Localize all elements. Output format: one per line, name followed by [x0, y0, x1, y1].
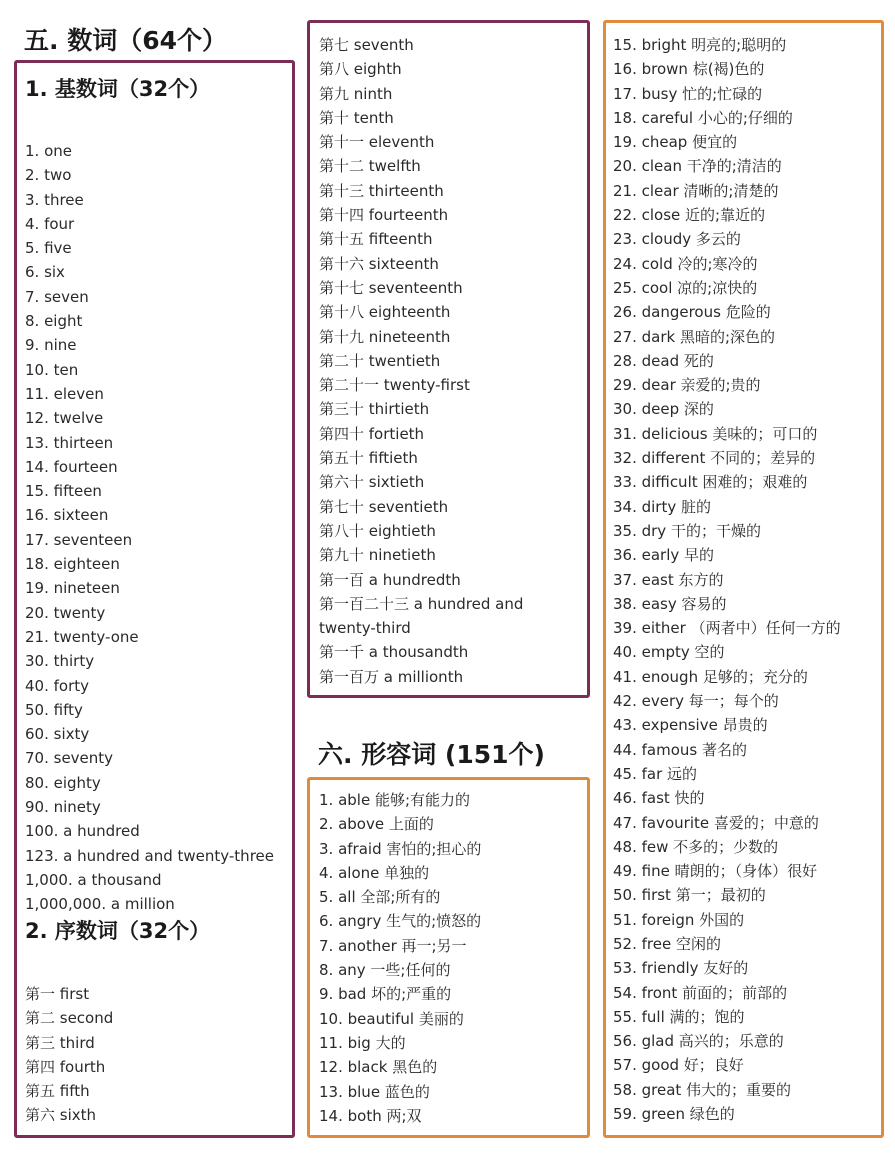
list-item: 17. seventeen: [25, 530, 133, 549]
list-item: 39. either （两者中）任何一方的: [613, 619, 841, 638]
section-title-numerals: 五. 数词（64个）: [24, 26, 227, 55]
list-item: 3. three: [25, 190, 84, 209]
list-item: 第九十 ninetieth: [319, 546, 436, 565]
subsection-title-cardinal: 1. 基数词（32个）: [25, 77, 211, 101]
list-item: 第一百二十三 a hundred and: [319, 594, 524, 613]
list-item: 46. fast 快的: [613, 789, 705, 808]
list-item: 第三十 thirtieth: [319, 400, 430, 419]
list-item: 第十七 seventeenth: [319, 278, 463, 297]
list-item: 37. east 东方的: [613, 570, 724, 589]
list-item: 4. four: [25, 214, 75, 233]
list-item: twenty-third: [319, 619, 411, 638]
list-item: 第十一 eleventh: [319, 133, 435, 152]
list-item: 53. friendly 友好的: [613, 959, 749, 978]
list-item: 第六十 sixtieth: [319, 473, 425, 492]
list-item: 52. free 空闲的: [613, 934, 721, 953]
list-item: 15. bright 明亮的;聪明的: [613, 36, 787, 54]
list-item: 12. twelve: [25, 409, 104, 428]
list-item: 48. few 不多的；少数的: [613, 837, 779, 856]
list-item: 22. close 近的;靠近的: [613, 206, 766, 225]
list-item: 30. deep 深的: [613, 400, 714, 419]
list-item: 80. eighty: [25, 773, 101, 792]
list-item: 第二十 twentieth: [319, 351, 441, 370]
list-item: 29. dear 亲爱的;贵的: [613, 376, 761, 395]
cardinal-list: [25, 139, 274, 917]
list-item: 12. black 黑色的: [319, 1058, 438, 1077]
list-item: 1,000,000. a million: [25, 895, 175, 914]
list-item: 第一百 a hundredth: [319, 570, 461, 589]
list-item: 21. clear 清晰的;清楚的: [613, 181, 779, 200]
list-item: 41. enough 足够的；充分的: [613, 667, 808, 686]
list-item: 2. two: [25, 166, 72, 185]
list-item: 42. every 每一；每个的: [613, 692, 779, 711]
list-item: 3. afraid 害怕的;担心的: [319, 839, 482, 858]
list-item: 123. a hundred and twenty-three: [25, 846, 274, 865]
list-item: 1,000. a thousand: [25, 870, 162, 889]
list-item: 50. fifty: [25, 700, 83, 719]
list-item: 26. dangerous 危险的: [613, 303, 771, 322]
list-item: 38. easy 容易的: [613, 594, 727, 613]
list-item: 9. nine: [25, 336, 77, 355]
list-item: 90. ninety: [25, 798, 101, 817]
list-item: 第十 tenth: [319, 108, 394, 127]
list-item: 32. different 不同的；差异的: [613, 449, 816, 468]
list-item: 第九 ninth: [319, 84, 393, 103]
adjectives-list-first: [319, 788, 481, 1128]
list-item: 第二 second: [25, 1009, 114, 1028]
list-item: 6. angry 生气的;愤怒的: [319, 912, 482, 931]
list-item: 第七十 seventieth: [319, 497, 449, 516]
list-item: 58. great 伟大的；重要的: [613, 1080, 792, 1099]
list-item: 13. thirteen: [25, 433, 114, 452]
list-item: 13. blue 蓝色的: [319, 1082, 430, 1101]
list-item: 57. good 好；良好: [613, 1056, 744, 1075]
list-item: 47. favourite 喜爱的；中意的: [613, 813, 819, 832]
list-item: 7. another 再一;另一: [319, 936, 467, 955]
list-item: 第一百万 a millionth: [319, 667, 464, 686]
list-item: 第十三 thirteenth: [319, 181, 444, 200]
list-item: 35. dry 干的；干燥的: [613, 521, 761, 540]
list-item: 第四 fourth: [25, 1057, 106, 1076]
list-item: 20. clean 干净的;清洁的: [613, 157, 782, 176]
list-item: 9. bad 坏的;严重的: [319, 985, 452, 1004]
list-item: 30. thirty: [25, 652, 95, 671]
list-item: 第十二 twelfth: [319, 157, 421, 176]
list-item: 56. glad 高兴的；乐意的: [613, 1032, 784, 1051]
list-item: 第十九 nineteenth: [319, 327, 451, 346]
list-item: 60. sixty: [25, 725, 90, 744]
list-item: 8. eight: [25, 312, 83, 331]
list-item: 31. delicious 美味的；可口的: [613, 424, 818, 443]
list-item: 19. cheap 便宜的: [613, 133, 738, 152]
list-item: 11. eleven: [25, 384, 104, 403]
list-item: 40. empty 空的: [613, 643, 725, 662]
ordinal-list-continued: [319, 33, 523, 689]
list-item: 第五 fifth: [25, 1082, 90, 1101]
list-item: 50. first 第一；最初的: [613, 886, 766, 905]
list-item: 10. beautiful 美丽的: [319, 1009, 464, 1028]
list-item: 5. five: [25, 239, 72, 258]
list-item: 1. able 能够;有能力的: [319, 791, 471, 809]
list-item: 第一 first: [25, 985, 90, 1003]
list-item: 24. cold 冷的;寒冷的: [613, 254, 758, 273]
list-item: 11. big 大的: [319, 1033, 406, 1052]
list-item: 27. dark 黑暗的;深色的: [613, 327, 776, 346]
list-item: 1. one: [25, 142, 72, 160]
list-item: 51. foreign 外国的: [613, 910, 745, 929]
list-item: 43. expensive 昂贵的: [613, 716, 768, 735]
list-item: 17. busy 忙的;忙碌的: [613, 84, 763, 103]
list-item: 8. any 一些;任何的: [319, 961, 451, 980]
list-item: 33. difficult 困难的；艰难的: [613, 473, 808, 492]
subsection-title-ordinal: 2. 序数词（32个）: [25, 919, 211, 943]
list-item: 第二十一 twenty-first: [319, 376, 470, 395]
list-item: 7. seven: [25, 287, 89, 306]
list-item: 第十四 fourteenth: [319, 206, 449, 225]
list-item: 49. fine 晴朗的；（身体）很好: [613, 862, 818, 881]
list-item: 第五十 fiftieth: [319, 449, 418, 468]
list-item: 第十五 fifteenth: [319, 230, 433, 249]
list-item: 34. dirty 脏的: [613, 497, 712, 516]
list-item: 23. cloudy 多云的: [613, 230, 741, 249]
list-item: 70. seventy: [25, 749, 114, 768]
list-item: 18. careful 小心的;仔细的: [613, 108, 793, 127]
list-item: 36. early 早的: [613, 546, 715, 565]
list-item: 55. full 满的；饱的: [613, 1007, 745, 1026]
list-item: 第七 seventh: [319, 36, 414, 54]
list-item: 44. famous 著名的: [613, 740, 747, 759]
list-item: 第八十 eightieth: [319, 521, 436, 540]
list-item: 6. six: [25, 263, 65, 282]
list-item: 18. eighteen: [25, 555, 120, 574]
list-item: 10. ten: [25, 360, 79, 379]
list-item: 5. all 全部;所有的: [319, 888, 441, 907]
ordinal-list-first: [25, 982, 113, 1128]
list-item: 第十六 sixteenth: [319, 254, 439, 273]
list-item: 20. twenty: [25, 603, 106, 622]
list-item: 16. sixteen: [25, 506, 109, 525]
list-item: 第三 third: [25, 1033, 95, 1052]
list-item: 59. green 绿色的: [613, 1105, 735, 1124]
list-item: 第八 eighth: [319, 60, 402, 79]
list-item: 16. brown 棕(褐)色的: [613, 60, 765, 79]
list-item: 4. alone 单独的: [319, 863, 430, 882]
list-item: 21. twenty-one: [25, 627, 139, 646]
list-item: 第一千 a thousandth: [319, 643, 469, 662]
list-item: 第十八 eighteenth: [319, 303, 451, 322]
list-item: 40. forty: [25, 676, 90, 695]
list-item: 54. front 前面的；前部的: [613, 983, 788, 1002]
list-item: 14. fourteen: [25, 457, 118, 476]
list-item: 19. nineteen: [25, 579, 120, 598]
list-item: 25. cool 凉的;凉快的: [613, 278, 758, 297]
list-item: 2. above 上面的: [319, 815, 434, 834]
adjectives-list-continued: [613, 33, 841, 1126]
list-item: 100. a hundred: [25, 822, 140, 841]
section-title-adjectives: 六. 形容词 (151个): [318, 740, 545, 769]
list-item: 第四十 fortieth: [319, 424, 425, 443]
list-item: 45. far 远的: [613, 764, 698, 783]
list-item: 28. dead 死的: [613, 351, 714, 370]
list-item: 14. both 两;双: [319, 1106, 422, 1125]
list-item: 15. fifteen: [25, 482, 102, 501]
list-item: 第六 sixth: [25, 1106, 97, 1125]
